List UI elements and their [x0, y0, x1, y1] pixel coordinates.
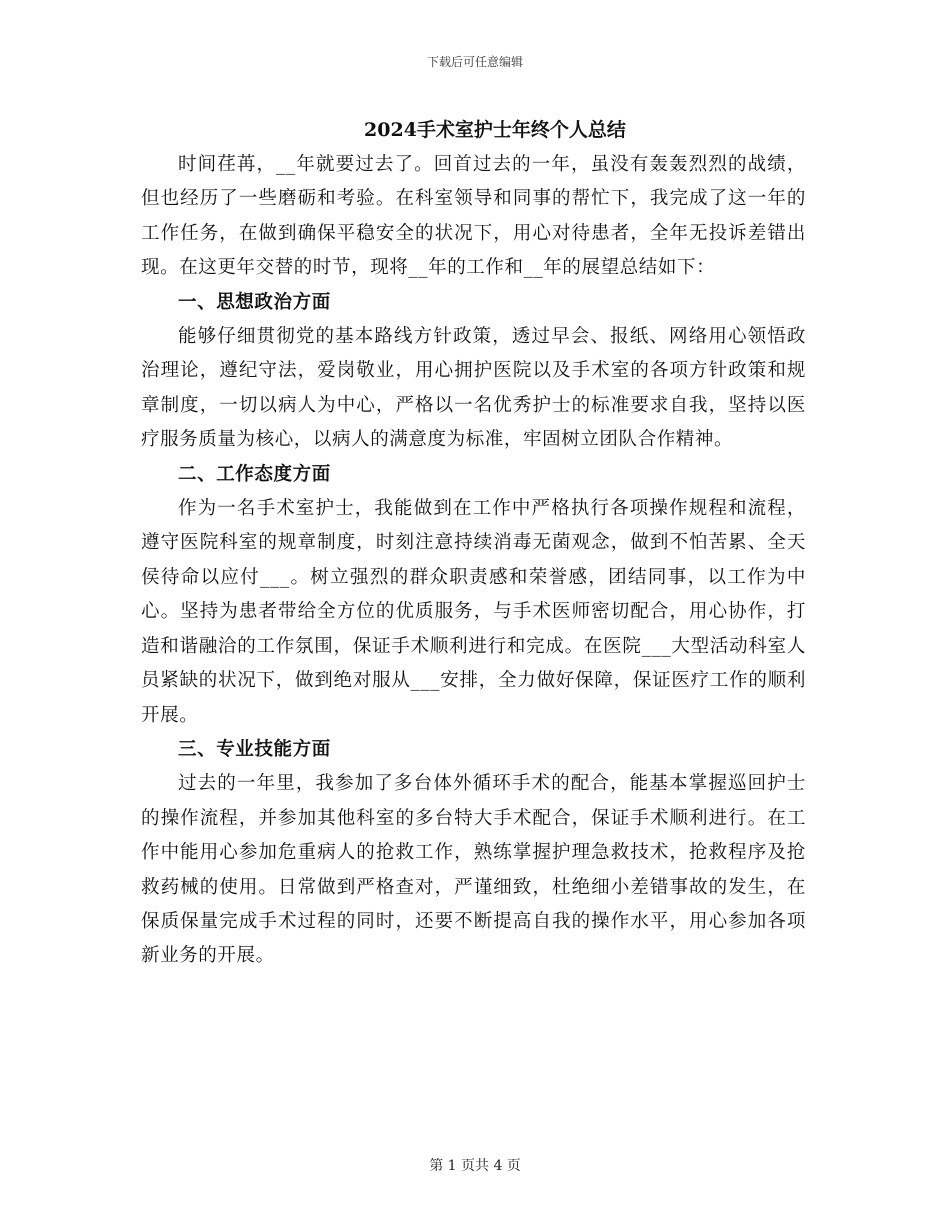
header-note: 下载后可任意编辑 — [426, 55, 523, 69]
section-paragraph-skills: 过去的一年里，我参加了多台体外循环手术的配合，能基本掌握巡回护士的操作流程，并参加其他科室的多台特大手术配合，保证手术顺利进行。在工作中能用心参加危重病人的抢救工作，熟练掌握护理急救技术，抢救程序及抢救药械的使用。日常做到严格查对，严谨细致，杜绝细小差错事故的发生，在保质保量完成手术过程的同时，还要不断提高自我的操作水平，用心参加各项新业务的开展。 — [141, 773, 806, 967]
section-heading-skills: 三、专业技能方面 — [178, 738, 331, 760]
section-heading-politics: 一、思想政治方面 — [178, 291, 331, 313]
section-paragraph-politics: 能够仔细贯彻党的基本路线方针政策，透过早会、报纸、网络用心领悟政治理论，遵纪守法，爱岗敬业，用心拥护医院以及手术室的各项方针政策和规章制度，一切以病人为中心，严格以一名优秀护士的标准要求自我，坚持以医疗服务质量为核心，以病人的满意度为标准，牢固树立团队合作精神。 — [141, 326, 806, 451]
section-paragraph-attitude: 作为一名手术室护士，我能做到在工作中严格执行各项操作规程和流程，遵守医院科室的规章制度，时刻注意持续消毒无菌观念，做到不怕苦累、全天侯待命以应付___。树立强烈的群众职责感和荣誉感，团结同事，以工作为中心。坚持为患者带给全方位的优质服务，与手术医师密切配合，用心协作，打造和谐融洽的工作氛围，保证手术顺利进行和完成。在医院___大型活动科室人员紧缺的状况下，做到绝对服从___安排，全力做好保障，保证医疗工作的顺利开展。 — [141, 498, 806, 726]
section-heading-attitude: 二、工作态度方面 — [178, 463, 331, 485]
intro-paragraph: 时间荏苒，__年就要过去了。回首过去的一年，虽没有轰轰烈烈的战绩，但也经历了一些磨砺和考验。在科室领导和同事的帮忙下，我完成了这一年的工作任务，在做到确保平稳安全的状况下，用心对待患者，全年无投诉差错出现。在这更年交替的时节，现将__年的工作和__年的展望总结如下： — [141, 154, 806, 279]
document-title: 2024手术室护士年终个人总结 — [364, 119, 626, 141]
document-body — [141, 148, 806, 974]
page-number: 第 1 页共 4 页 — [429, 1158, 521, 1174]
